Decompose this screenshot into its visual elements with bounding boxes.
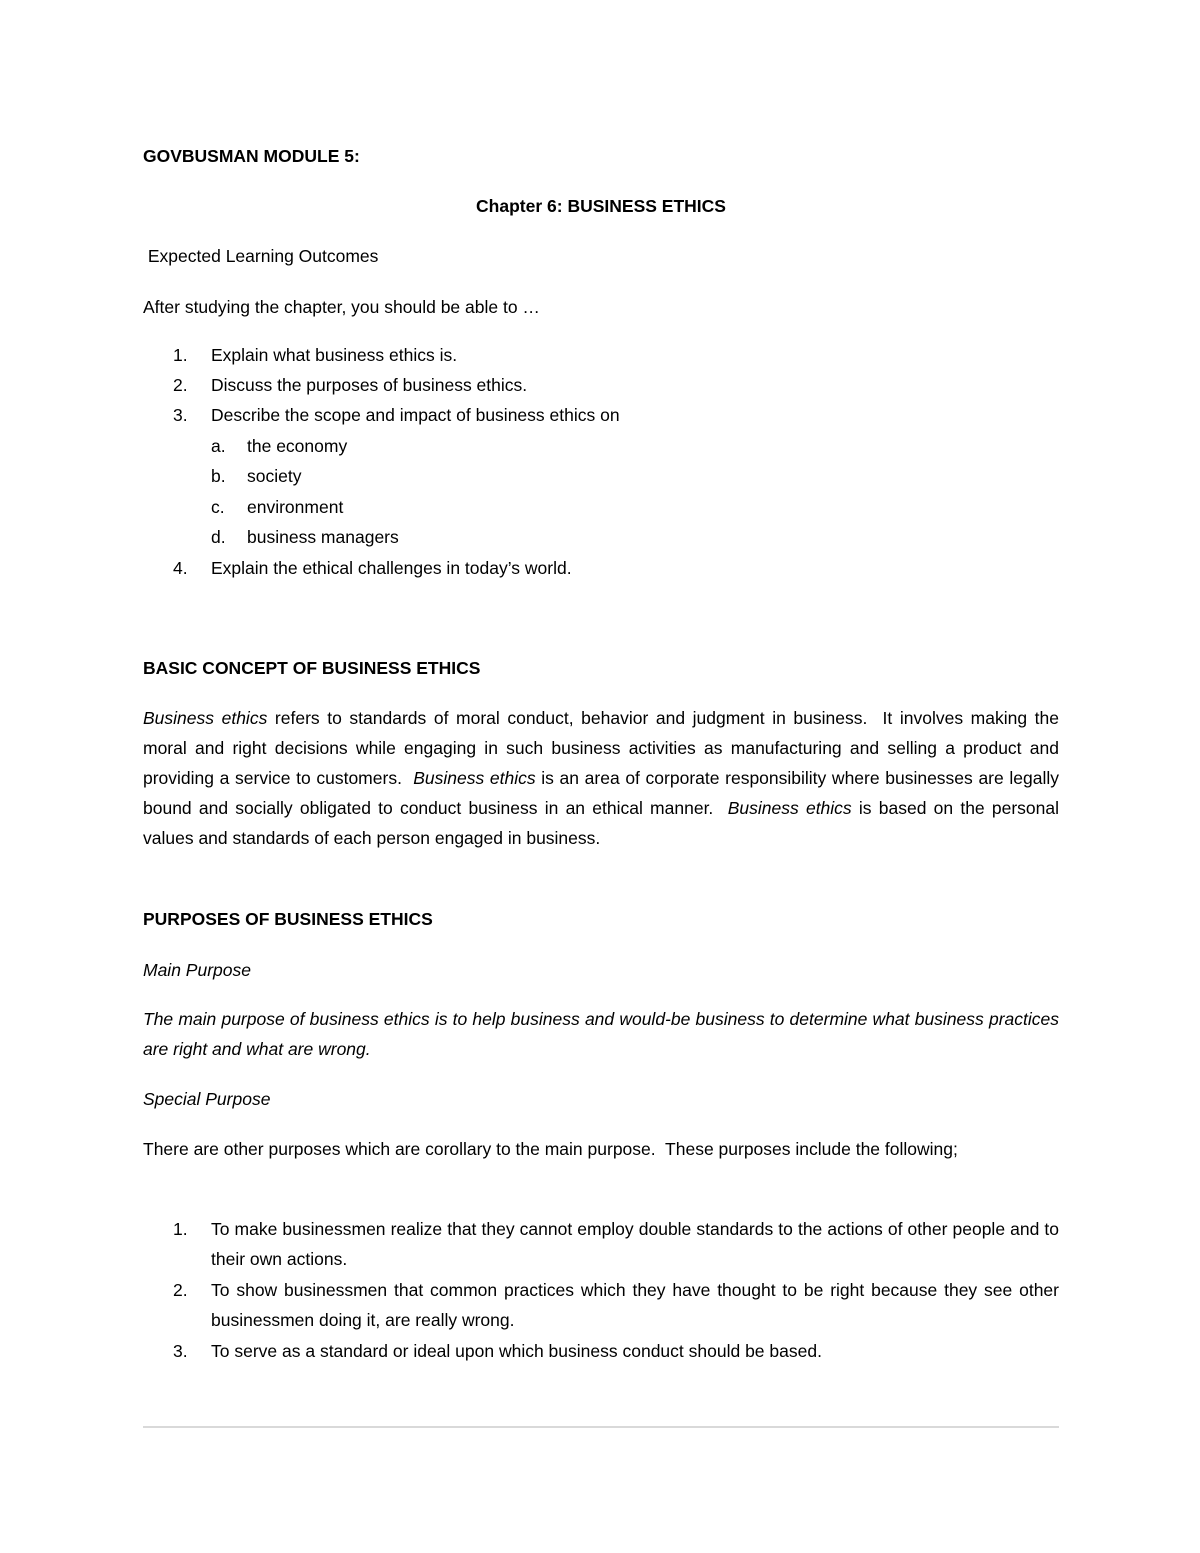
special-purpose-paragraph: There are other purposes which are corollary to the main purpose. These purposes include the following; [143, 1139, 958, 1159]
basic-concept-paragraph: Business ethics refers to standards of moral conduct, behavior and judgment in business. It involves making the moral and right decisions while engaging in such business activities as manufacturing and selling a product and providing a service to customers. Business ethics is an area of corporate responsibility where businesses are legally bound and socially obligated to conduct business in an ethical manner. Business ethics is based on the personal values and standards of each person engaged in business. [143, 708, 1064, 848]
section-heading-purposes: PURPOSES OF BUSINESS ETHICS [143, 909, 433, 929]
module-title: GOVBUSMAN MODULE 5: [143, 146, 360, 166]
outcomes-heading: Expected Learning Outcomes [143, 246, 379, 266]
main-purpose-label: Main Purpose [143, 960, 251, 980]
chapter-title: Chapter 6: BUSINESS ETHICS [476, 196, 726, 216]
main-purpose-paragraph: The main purpose of business ethics is to help business and would-be business to determine what business practices are right and what are wrong. [143, 1009, 1059, 1059]
outcomes-intro: After studying the chapter, you should be able to … [143, 297, 540, 317]
special-purpose-label: Special Purpose [143, 1089, 271, 1109]
footer-divider [143, 1426, 1059, 1428]
document-page: GOVBUSMAN MODULE 5: Chapter 6: BUSINESS ETHICS Expected Learning Outcomes After studying the chapter, you should be able to … 1. Explain what business ethics is. 2. Discuss the purposes of business ethics. 3. Describe the scope and impact of business ethics on a. the economy b. society c. environment d. business managers 4. Explain the ethical challenges in today’s world. BASIC CONCEPT OF BUSINESS ETHICS Business ethics refers to standards of moral conduct, behavior and judgment in business. It involves making the moral and right decisions while engaging in such business activities as manufacturing and selling a product and providing a service to customers. Business ethics is an area of corporate responsibility where businesses are legally bound and socially obligated to conduct business in an ethical manner. Business ethics is based on the personal values and standards of each person engaged in business. PURPOSES OF BUSINESS ETHICS Main Purpose The main purpose of business ethics is to help business and would-be business to determine what business practices are right and what are wrong. Special Purpose There are other purposes which are corollary to the main purpose. These purposes include the following; 1. To make businessmen realize that they cannot employ double standards to the actions of other people and to their own actions. 2. To show businessmen that common practices which they have thought to be right because they see other businessmen doing it, are really wrong. 3. To serve as a standard or ideal upon which business conduct should be based. [143, 0, 1059, 1553]
section-heading-basic-concept: BASIC CONCEPT OF BUSINESS ETHICS [143, 658, 481, 678]
